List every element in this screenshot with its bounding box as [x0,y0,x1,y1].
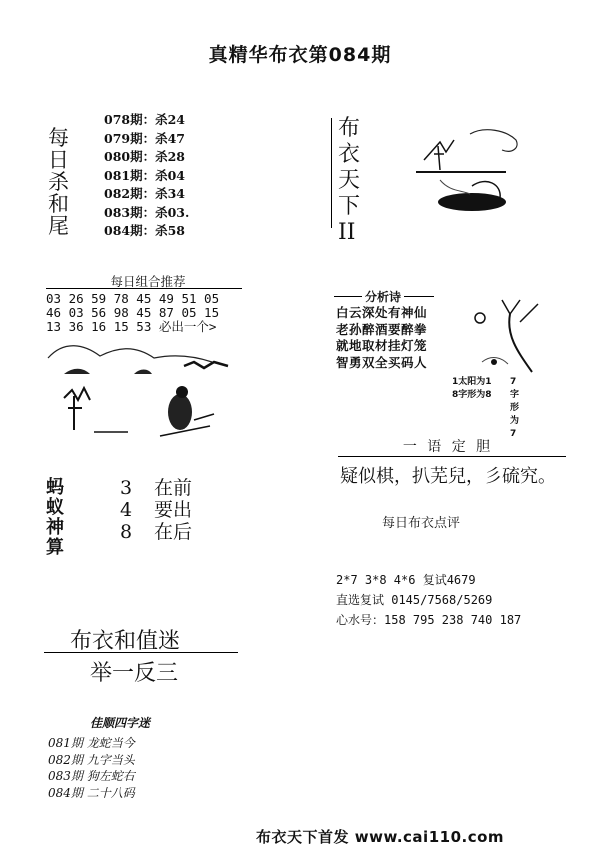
ant-god-row [120,499,192,521]
riddle-subtitle: 佳顺四字迷 [90,716,151,730]
ant-god-rows [120,477,192,543]
poem-line: 白云深处有神仙 [336,305,428,320]
combo-row: 03 26 59 78 45 49 51 05 [46,291,220,306]
combo-divider [46,288,242,289]
rule-item: 8字形为8 [452,390,492,400]
page-title: 真精华布衣第084期 [208,44,392,66]
comment-line: 2*7 3*8 4*6 复试4679 [336,573,476,587]
riddle-heading-1: 布衣和值迷 [70,629,181,654]
poem-title: 分析诗 [362,288,404,305]
riddle-item: 081期 龙蛇当今 [48,736,135,750]
ant-god-char: 蚂 [46,477,64,498]
riddle-item: 082期 九字当头 [48,752,135,767]
landscape-sketch-illustration [410,120,520,220]
riddle-item: 083期 狗左蛇右 [48,769,135,783]
riddle-item: 084期 二十八码 [48,785,135,800]
brand-char: 布 [338,116,361,141]
daily-kill-char: 日 [48,148,69,172]
daily-kill-char: 杀 [48,170,69,194]
riddle-list [48,735,135,801]
ant-god-row [120,521,192,543]
poem-line: 智勇双全买码人 [336,354,428,370]
daily-kill-list [104,111,189,241]
kill-item: 082期：杀34 [104,186,185,201]
brand-vertical [338,116,362,246]
daily-kill-label [48,127,72,237]
riddle-heading-2: 举一反三 [90,661,179,686]
kill-item: 078期：杀24 [104,112,185,127]
poem-line: 就地取材挂灯笼 [336,338,428,353]
tree-sun-illustration [462,292,552,376]
ant-god-label [46,478,64,558]
brand-char: 天 [338,168,361,193]
ant-god-char: 算 [46,537,64,558]
ant-god-num: 8 [120,521,133,543]
kill-item: 084期：杀58 [104,223,185,238]
combo-rows [46,292,219,334]
ant-god-row [120,477,192,499]
combo-row: 46 03 56 98 45 87 05 15 [46,305,220,320]
ant-god-char: 蚁 [46,497,64,518]
comment-line: 直选复试 0145/7568/5269 [336,593,493,607]
riddle-divider [44,652,238,653]
ant-god-char: 神 [46,517,64,538]
one-word-divider [338,456,566,457]
daily-kill-char: 每 [48,126,69,150]
brand-char: 衣 [338,142,361,167]
ant-god-text: 在后 [154,521,193,543]
poem-rules [452,376,520,439]
kill-item: 083期：杀03. [104,204,190,220]
comment-line: 心水号：158 795 238 740 187 [336,613,522,627]
kill-item: 081期：杀04 [104,167,185,183]
brand-char: II [338,220,356,245]
one-word-text: 疑似棋，扒芜兒，彡硫究。 [340,466,556,487]
footer-link[interactable]: 布衣天下首发 www.cai110.com [256,828,505,846]
daily-comment-lines [336,570,521,630]
daily-kill-char: 尾 [48,214,69,238]
monk-landscape-illustration [44,334,244,444]
poem-line: 老孙醉酒要醉拳 [336,321,428,337]
daily-kill-char: 和 [48,192,69,216]
combo-row: 13 36 16 15 53 必出一个> [46,319,217,334]
ant-god-num: 3 [120,477,133,499]
rule-item: 7字形为7 [510,377,520,439]
brand-divider [331,118,332,228]
kill-item: 080期：杀28 [104,149,185,164]
kill-item: 079期：杀47 [104,130,185,146]
ant-god-num: 4 [120,499,133,521]
combo-title: 每日组合推荐 [110,274,186,289]
brand-char: 下 [338,194,361,219]
rule-item: 1太阳为1 [452,377,492,387]
poem-lines [336,305,427,371]
ant-god-text: 要出 [154,499,193,521]
one-word-title: 一 语 定 胆 [402,439,494,455]
daily-comment-title: 每日布衣点评 [382,516,461,531]
ant-god-text: 在前 [154,477,193,499]
